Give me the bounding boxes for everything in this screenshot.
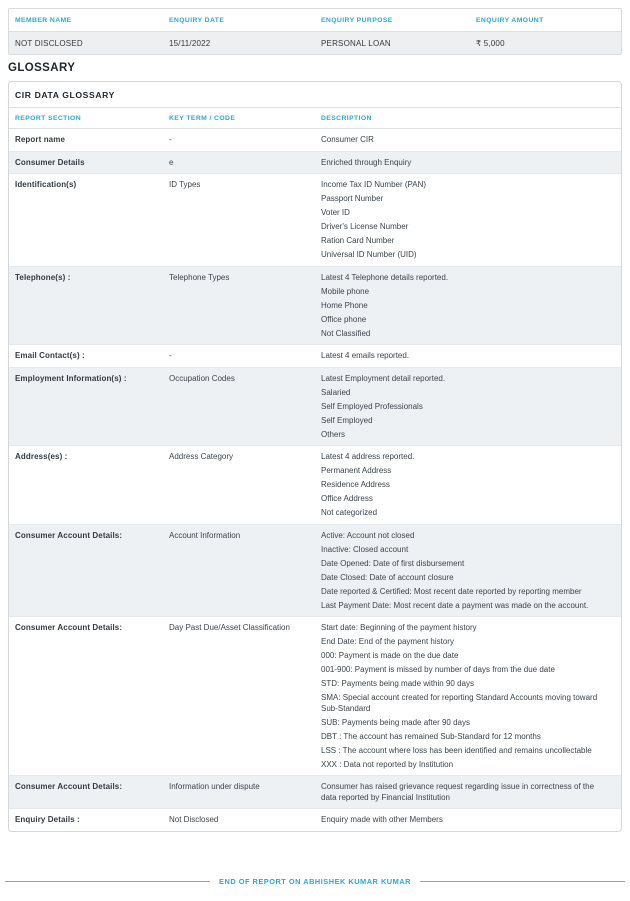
description-line: DBT : The account has remained Sub-Standard for 12 months	[321, 731, 541, 741]
description-line: Universal ID Number (UID)	[321, 250, 417, 259]
glossary-row	[9, 524, 621, 617]
glossary-header-description: DESCRIPTION	[321, 115, 372, 122]
description-cell	[315, 152, 621, 174]
description-line: Date reported & Certified: Most recent date reported by reporting member	[321, 586, 582, 596]
key-term-cell: Information under dispute	[169, 782, 260, 791]
report-section-cell: Enquiry Details :	[15, 815, 80, 824]
enquiry-table-data-row	[9, 32, 621, 54]
glossary-row	[9, 445, 621, 524]
description-line: LSS : The account where loss has been identified and remains uncollectable	[321, 745, 592, 755]
report-section-cell: Report name	[15, 135, 65, 144]
enquiry-header-enquiry-purpose: ENQUIRY PURPOSE	[321, 17, 393, 24]
enquiry-table-header-row	[9, 9, 621, 32]
end-of-report-footer	[0, 877, 630, 886]
description-line: Passport Number	[321, 194, 384, 203]
key-term-cell: Not Disclosed	[169, 815, 219, 824]
description-cell	[315, 776, 621, 808]
description-line: Not categorized	[321, 508, 378, 517]
description-cell	[315, 345, 621, 367]
report-section-cell: Consumer Account Details:	[15, 782, 123, 791]
glossary-row	[9, 367, 621, 446]
description-line: Latest Employment detail reported.	[321, 373, 446, 383]
description-cell	[315, 617, 621, 775]
key-term-cell: Day Past Due/Asset Classification	[169, 623, 290, 632]
glossary-header-row	[9, 108, 621, 129]
description-line: Not Classified	[321, 328, 371, 338]
key-term-cell: Occupation Codes	[169, 373, 235, 383]
description-line: 000: Payment is made on the due date	[321, 651, 459, 660]
enquiry-header-enquiry-amount: ENQUIRY AMOUNT	[476, 17, 544, 24]
enquiry-amount-value: ₹ 5,000	[476, 39, 505, 48]
report-section-cell: Address(es) :	[15, 452, 68, 461]
description-line: XXX : Data not reported by Institution	[321, 759, 454, 769]
description-line: Salaried	[321, 387, 351, 397]
description-line: Office Address	[321, 494, 373, 503]
key-term-cell: Address Category	[169, 452, 234, 461]
enquiry-header-member-name: MEMBER NAME	[15, 17, 72, 24]
description-line: Enriched through Enquiry	[321, 157, 412, 167]
description-line: Driver's License Number	[321, 222, 409, 231]
glossary-rows	[9, 129, 621, 831]
enquiry-member-name-value: NOT DISCLOSED	[15, 39, 83, 48]
description-line: Last Payment Date: Most recent date a payment was made on the account.	[321, 600, 589, 610]
description-line: Consumer CIR	[321, 135, 374, 144]
glossary-header-report-section: REPORT SECTION	[15, 115, 82, 122]
description-line: Others	[321, 429, 346, 439]
glossary-row	[9, 129, 621, 151]
glossary-section-heading: GLOSSARY	[8, 62, 76, 74]
description-line: SUB: Payments being made after 90 days	[321, 717, 470, 727]
description-line: Date Opened: Date of first disbursement	[321, 558, 465, 568]
description-line: Consumer has raised grievance request regarding issue in correctness of the data reported by Financial Institution	[321, 782, 595, 802]
glossary-box-title: CIR DATA GLOSSARY	[9, 82, 621, 108]
description-line: Income Tax ID Number (PAN)	[321, 180, 427, 189]
description-line: Voter ID	[321, 208, 350, 217]
description-line: Ration Card Number	[321, 236, 395, 245]
description-line: Office phone	[321, 314, 367, 324]
description-line: Latest 4 Telephone details reported.	[321, 272, 449, 282]
glossary-row	[9, 344, 621, 367]
description-line: Latest 4 address reported.	[321, 452, 415, 461]
glossary-row	[9, 266, 621, 345]
glossary-row	[9, 173, 621, 266]
description-line: Latest 4 emails reported.	[321, 351, 410, 360]
key-term-cell: -	[169, 351, 172, 360]
report-section-cell: Consumer Details	[15, 157, 85, 167]
description-line: Self Employed	[321, 415, 373, 425]
description-line: Active: Account not closed	[321, 530, 415, 540]
report-section-cell: Employment Information(s) :	[15, 373, 127, 383]
description-line: SMA: Special account created for reporting Standard Accounts moving toward Sub-Standard	[321, 693, 598, 713]
footer-rule-right	[420, 881, 625, 882]
glossary-row	[9, 775, 621, 808]
end-of-report-label: END OF REPORT ON ABHISHEK KUMAR KUMAR	[219, 877, 411, 886]
description-line: End Date: End of the payment history	[321, 637, 454, 646]
report-section-cell: Telephone(s) :	[15, 272, 71, 282]
glossary-box	[8, 81, 622, 832]
report-section-cell: Consumer Account Details:	[15, 623, 123, 632]
description-cell	[315, 525, 621, 617]
enquiry-header-enquiry-date: ENQUIRY DATE	[169, 17, 225, 24]
glossary-row	[9, 616, 621, 775]
glossary-row	[9, 808, 621, 831]
description-line: Residence Address	[321, 480, 390, 489]
description-line: 001-900: Payment is missed by number of days from the due date	[321, 665, 555, 674]
key-term-cell: ID Types	[169, 180, 201, 189]
description-cell	[315, 368, 621, 446]
glossary-header-key-term: KEY TERM / CODE	[169, 115, 236, 122]
description-line: Enquiry made with other Members	[321, 815, 443, 824]
glossary-row	[9, 151, 621, 174]
report-section-cell: Email Contact(s) :	[15, 351, 85, 360]
key-term-cell: Account Information	[169, 530, 241, 540]
description-cell	[315, 129, 621, 151]
description-line: STD: Payments being made within 90 days	[321, 679, 474, 688]
footer-rule-left	[5, 881, 210, 882]
key-term-cell: Telephone Types	[169, 272, 230, 282]
description-line: Self Employed Professionals	[321, 401, 423, 411]
description-line: Date Closed: Date of account closure	[321, 572, 454, 582]
description-line: Inactive: Closed account	[321, 544, 409, 554]
description-cell	[315, 446, 621, 524]
enquiry-date-value: 15/11/2022	[169, 39, 211, 48]
description-cell	[315, 174, 621, 266]
report-section-cell: Identification(s)	[15, 180, 77, 189]
description-cell	[315, 809, 621, 831]
enquiry-table	[8, 8, 622, 55]
description-line: Start date: Beginning of the payment history	[321, 623, 477, 632]
key-term-cell: e	[169, 157, 174, 167]
description-cell	[315, 267, 621, 345]
report-section-cell: Consumer Account Details:	[15, 530, 123, 540]
description-line: Home Phone	[321, 300, 368, 310]
key-term-cell: -	[169, 135, 172, 144]
description-line: Permanent Address	[321, 466, 392, 475]
description-line: Mobile phone	[321, 286, 370, 296]
enquiry-purpose-value: PERSONAL LOAN	[321, 39, 391, 48]
